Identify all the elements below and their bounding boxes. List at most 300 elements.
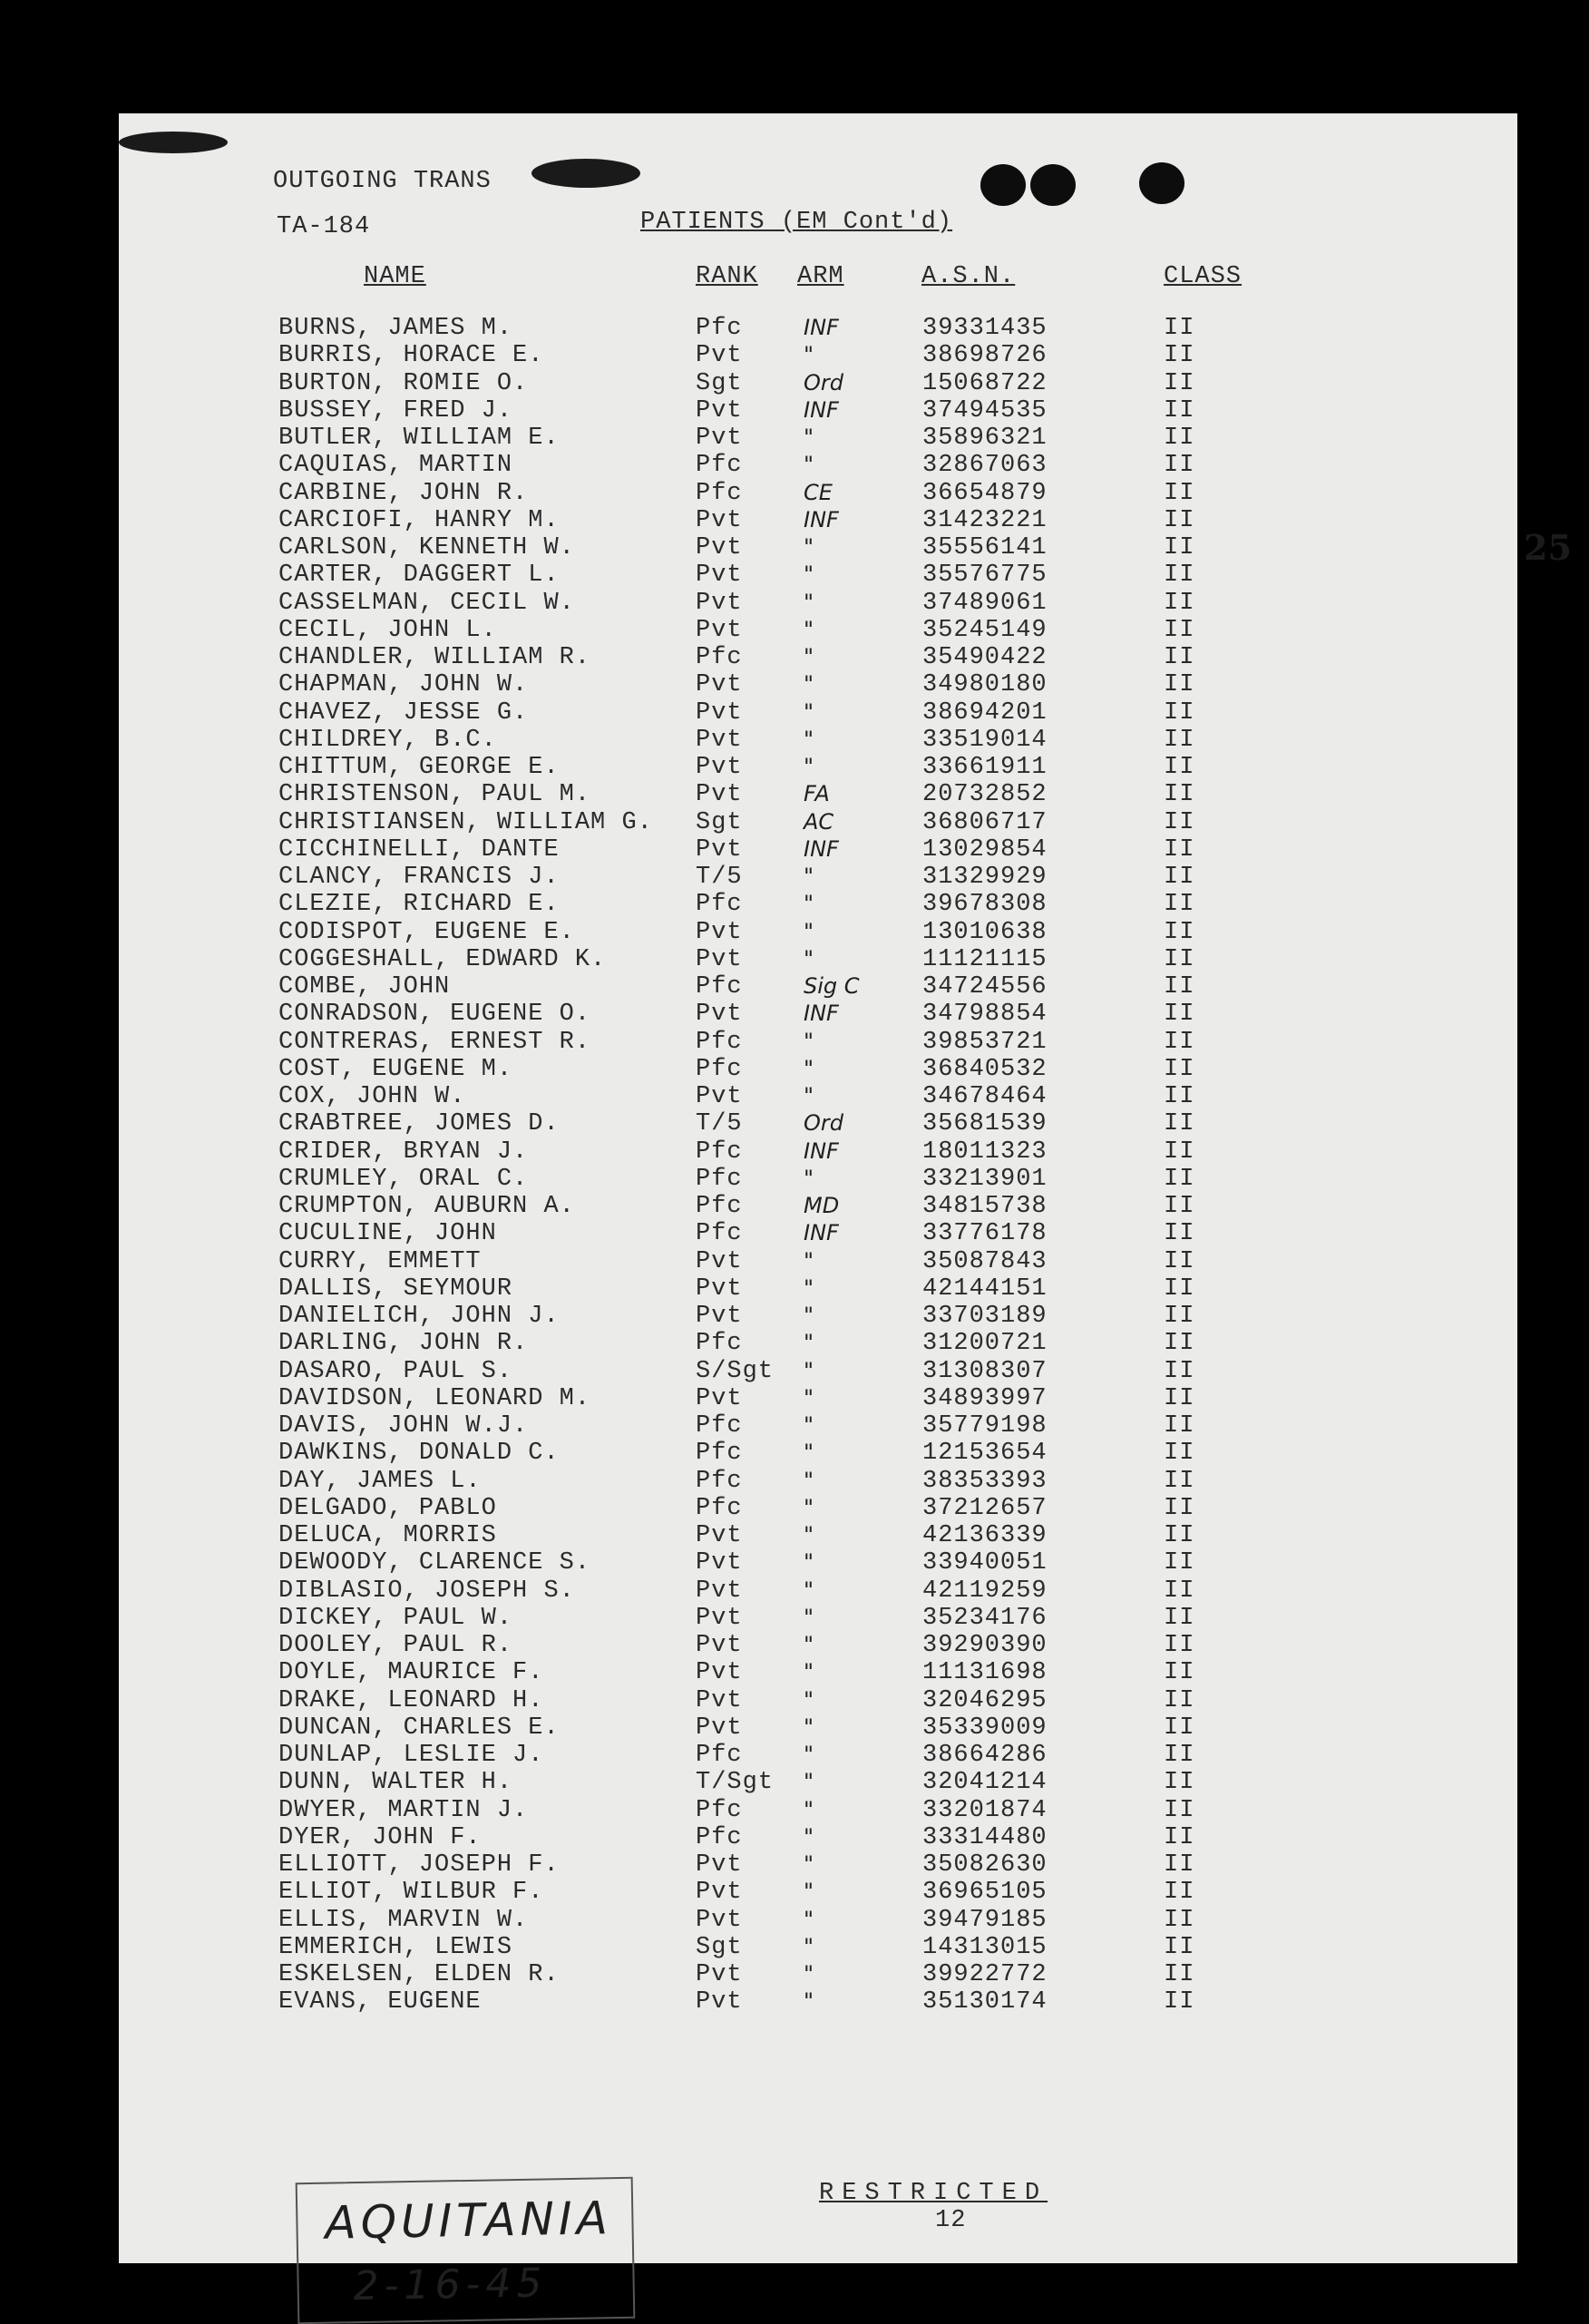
cell-class: II (1164, 1961, 1195, 1988)
cell-arm: " (804, 671, 814, 698)
cell-name: CAQUIAS, MARTIN (278, 452, 513, 480)
cell-arm: " (804, 698, 814, 725)
cell-name: DELGADO, PABLO (278, 1494, 497, 1522)
stamp-ship-name: AQUITANIA (324, 2192, 613, 2250)
cell-asn: 15068722 (922, 369, 1048, 397)
cell-rank: Pfc (696, 1440, 743, 1468)
cell-rank: Pvt (696, 754, 743, 781)
table-row (119, 1961, 1517, 1988)
cell-arm: " (804, 1961, 814, 1987)
cell-name: DRAKE, LEONARD H. (278, 1686, 544, 1714)
cell-arm: " (804, 1796, 814, 1822)
cell-class: II (1164, 616, 1195, 644)
table-row (119, 1851, 1517, 1879)
cell-asn: 37489061 (922, 589, 1048, 617)
cell-rank: Pfc (696, 1412, 743, 1440)
cell-asn: 34815738 (922, 1193, 1048, 1220)
cell-arm: " (804, 616, 814, 642)
document-page (119, 113, 1572, 2310)
cell-asn: 39678308 (922, 891, 1048, 919)
cell-asn: 34980180 (922, 671, 1048, 699)
cell-arm: " (804, 945, 814, 972)
table-row (119, 370, 1517, 397)
sheet-number: 12 (935, 2207, 967, 2234)
table-row (119, 946, 1517, 973)
cell-asn: 38353393 (922, 1467, 1048, 1495)
cell-rank: Pvt (696, 1001, 743, 1029)
cell-arm: " (804, 1659, 814, 1685)
cell-arm: " (804, 1522, 814, 1548)
table-row (119, 1522, 1517, 1549)
cell-name: CRIDER, BRYAN J. (278, 1138, 529, 1166)
cell-asn: 39922772 (922, 1961, 1048, 1988)
table-row (119, 1769, 1517, 1796)
page-number: 25 (1524, 527, 1572, 568)
cell-class: II (1164, 396, 1195, 425)
cell-name: CASSELMAN, CECIL W. (278, 589, 575, 617)
cell-rank: Pvt (696, 1686, 743, 1714)
cell-asn: 38694201 (922, 698, 1048, 727)
cell-class: II (1164, 315, 1195, 342)
table-row (119, 1248, 1517, 1275)
cell-arm: " (804, 1083, 814, 1108)
table-row (119, 891, 1517, 918)
cell-name: DAWKINS, DONALD C. (278, 1440, 560, 1468)
cell-arm: " (804, 918, 814, 944)
cell-name: CHAPMAN, JOHN W. (278, 671, 529, 699)
cell-asn: 39290390 (922, 1632, 1048, 1659)
table-row (119, 1605, 1517, 1632)
table-row (119, 590, 1517, 617)
cell-rank: Pfc (696, 1028, 743, 1056)
cell-asn: 31423221 (922, 506, 1048, 534)
cell-name: BUTLER, WILLIAM E. (278, 425, 560, 452)
cell-asn: 32867063 (922, 452, 1048, 480)
cell-arm: " (804, 561, 814, 588)
cell-class: II (1164, 534, 1195, 561)
cell-asn: 34724556 (922, 973, 1048, 1001)
table-row (119, 1934, 1517, 1961)
cell-asn: 33519014 (922, 726, 1048, 754)
cell-class: II (1164, 1274, 1195, 1303)
cell-class: II (1164, 945, 1195, 973)
cell-class: II (1164, 1823, 1195, 1851)
cell-rank: Pvt (696, 918, 743, 946)
cell-name: DUNN, WALTER H. (278, 1769, 513, 1797)
cell-asn: 13029854 (922, 835, 1048, 864)
cell-rank: Pvt (696, 1879, 743, 1907)
cell-name: CICCHINELLI, DANTE (278, 835, 560, 864)
cell-rank: Sgt (696, 808, 743, 836)
cell-name: DWYER, MARTIN J. (278, 1796, 529, 1824)
cell-arm: " (804, 1165, 814, 1191)
cell-name: CHRISTENSON, PAUL M. (278, 781, 591, 809)
cell-asn: 36840532 (922, 1055, 1048, 1083)
cell-class: II (1164, 644, 1195, 671)
cell-asn: 36654879 (922, 479, 1048, 507)
patient-list (119, 315, 1517, 2020)
cell-name: CARTER, DAGGERT L. (278, 561, 560, 590)
cell-rank: Pfc (696, 1823, 743, 1851)
cell-asn: 33940051 (922, 1549, 1048, 1577)
cell-asn: 32046295 (922, 1686, 1048, 1714)
cell-class: II (1164, 1384, 1195, 1412)
table-row (119, 561, 1517, 589)
table-row (119, 1687, 1517, 1714)
column-header-rank: RANK (696, 263, 758, 290)
cell-rank: Pfc (696, 973, 743, 1001)
cell-arm: " (804, 1577, 814, 1603)
table-row (119, 1440, 1517, 1467)
cell-name: CRUMLEY, ORAL C. (278, 1165, 529, 1193)
cell-rank: Pvt (696, 945, 743, 973)
ship-date-stamp (296, 2177, 636, 2324)
table-row (119, 1193, 1517, 1220)
column-header-name: NAME (364, 263, 426, 290)
table-row (119, 1303, 1517, 1330)
cell-arm: " (804, 1412, 814, 1438)
cell-asn: 11121115 (922, 945, 1048, 973)
cell-arm: " (804, 1440, 814, 1466)
cell-arm: INF (804, 1138, 839, 1164)
cell-class: II (1164, 1193, 1195, 1220)
cell-rank: Pfc (696, 315, 743, 342)
cell-name: CARBINE, JOHN R. (278, 479, 529, 507)
cell-class: II (1164, 1247, 1195, 1275)
cell-asn: 35576775 (922, 561, 1048, 590)
cell-arm: " (804, 342, 814, 368)
cell-rank: Pfc (696, 1467, 743, 1495)
table-row (119, 754, 1517, 781)
table-row (119, 342, 1517, 369)
cell-name: DANIELICH, JOHN J. (278, 1303, 560, 1330)
cell-class: II (1164, 864, 1195, 891)
cell-arm: INF (804, 396, 839, 423)
cell-rank: Pvt (696, 1083, 743, 1110)
cell-rank: Pvt (696, 396, 743, 425)
cell-arm: " (804, 754, 814, 779)
table-row (119, 864, 1517, 891)
cell-class: II (1164, 506, 1195, 534)
cell-class: II (1164, 1440, 1195, 1468)
cell-rank: Pfc (696, 1165, 743, 1193)
cell-name: BUSSEY, FRED J. (278, 396, 513, 425)
table-row (119, 1385, 1517, 1412)
cell-asn: 35490422 (922, 644, 1048, 671)
cell-asn: 33776178 (922, 1220, 1048, 1248)
punch-hole (1139, 162, 1184, 204)
cell-rank: Pfc (696, 479, 743, 507)
cell-asn: 42136339 (922, 1522, 1048, 1549)
cell-rank: Pvt (696, 698, 743, 727)
cell-rank: Pvt (696, 1714, 743, 1742)
cell-asn: 39479185 (922, 1906, 1048, 1934)
cell-class: II (1164, 452, 1195, 480)
stamp-date: 2-16-45 (353, 2260, 548, 2310)
cell-rank: Pfc (696, 1742, 743, 1769)
cell-name: DYER, JOHN F. (278, 1823, 482, 1851)
cell-arm: " (804, 1632, 814, 1657)
cell-rank: Pfc (696, 1220, 743, 1248)
cell-asn: 33213901 (922, 1165, 1048, 1193)
cell-rank: Pvt (696, 1659, 743, 1687)
cell-class: II (1164, 781, 1195, 809)
cell-arm: " (804, 864, 814, 889)
cell-asn: 35556141 (922, 534, 1048, 561)
column-header-asn: A.S.N. (921, 263, 1016, 290)
table-row (119, 1632, 1517, 1659)
cell-name: EMMERICH, LEWIS (278, 1933, 513, 1961)
cell-name: DUNCAN, CHARLES E. (278, 1714, 560, 1742)
cell-arm: INF (804, 835, 839, 862)
cell-class: II (1164, 671, 1195, 699)
cell-arm: " (804, 452, 814, 478)
cell-asn: 32041214 (922, 1769, 1048, 1797)
table-row (119, 1220, 1517, 1247)
cell-name: DASARO, PAUL S. (278, 1357, 513, 1385)
cell-asn: 35082630 (922, 1851, 1048, 1879)
cell-arm: MD (804, 1193, 840, 1218)
cell-name: DEWOODY, CLARENCE S. (278, 1549, 591, 1577)
cell-asn: 35779198 (922, 1412, 1048, 1440)
cell-arm: " (804, 1851, 814, 1877)
cell-arm: " (804, 644, 814, 669)
table-row (119, 1275, 1517, 1303)
table-row (119, 1907, 1517, 1934)
cell-rank: Sgt (696, 369, 743, 397)
cell-asn: 39331435 (922, 315, 1048, 342)
cell-arm: " (804, 1467, 814, 1493)
table-row (119, 781, 1517, 808)
cell-rank: Pvt (696, 425, 743, 452)
cell-arm: CE (804, 479, 833, 505)
cell-name: CHAVEZ, JESSE G. (278, 698, 529, 727)
cell-arm: AC (804, 808, 834, 835)
table-row (119, 1330, 1517, 1357)
table-row (119, 534, 1517, 561)
cell-name: CHRISTIANSEN, WILLIAM G. (278, 808, 653, 836)
cell-rank: Sgt (696, 1933, 743, 1961)
section-title: PATIENTS (EM Cont'd) (640, 209, 953, 236)
cell-arm: " (804, 1274, 814, 1301)
cell-name: ELLIS, MARVIN W. (278, 1906, 529, 1934)
cell-rank: Pvt (696, 835, 743, 864)
cell-class: II (1164, 918, 1195, 946)
table-row (119, 1879, 1517, 1906)
cell-name: CONRADSON, EUGENE O. (278, 1001, 591, 1029)
cell-name: ELLIOT, WILBUR F. (278, 1879, 544, 1907)
cell-arm: " (804, 425, 814, 450)
cell-name: CECIL, JOHN L. (278, 616, 497, 644)
cell-class: II (1164, 369, 1195, 397)
cell-class: II (1164, 1055, 1195, 1083)
cell-name: CONTRERAS, ERNEST R. (278, 1028, 591, 1056)
cell-rank: Pfc (696, 452, 743, 480)
cell-class: II (1164, 1933, 1195, 1961)
cell-name: BURNS, JAMES M. (278, 315, 513, 342)
cell-name: DELUCA, MORRIS (278, 1522, 497, 1549)
cell-arm: " (804, 1604, 814, 1630)
cell-class: II (1164, 726, 1195, 754)
cell-asn: 36806717 (922, 808, 1048, 836)
table-row (119, 1166, 1517, 1193)
table-row (119, 809, 1517, 836)
cell-name: DIBLASIO, JOSEPH S. (278, 1577, 575, 1605)
cell-arm: " (804, 1549, 814, 1576)
cell-class: II (1164, 342, 1195, 370)
table-row (119, 452, 1517, 479)
cell-asn: 35234176 (922, 1604, 1048, 1632)
cell-asn: 20732852 (922, 781, 1048, 809)
cell-rank: T/Sgt (696, 1769, 775, 1797)
cell-rank: Pfc (696, 891, 743, 919)
table-row (119, 644, 1517, 671)
ink-smudge (119, 132, 228, 153)
cell-rank: Pvt (696, 506, 743, 534)
cell-rank: T/5 (696, 1110, 743, 1138)
cell-class: II (1164, 561, 1195, 590)
cell-class: II (1164, 1494, 1195, 1522)
table-row (119, 671, 1517, 698)
cell-arm: " (804, 1028, 814, 1054)
cell-arm: " (804, 1055, 814, 1081)
table-row (119, 973, 1517, 1001)
cell-name: BURRIS, HORACE E. (278, 342, 544, 370)
table-row (119, 315, 1517, 342)
cell-rank: Pvt (696, 1851, 743, 1879)
cell-asn: 34678464 (922, 1083, 1048, 1110)
cell-class: II (1164, 754, 1195, 781)
cell-rank: Pvt (696, 1906, 743, 1934)
cell-name: CRUMPTON, AUBURN A. (278, 1193, 575, 1220)
cell-asn: 35339009 (922, 1714, 1048, 1742)
column-header-arm: ARM (797, 263, 844, 290)
cell-class: II (1164, 425, 1195, 452)
cell-class: II (1164, 1083, 1195, 1110)
cell-class: II (1164, 589, 1195, 617)
cell-arm: " (804, 1714, 814, 1740)
cell-asn: 38664286 (922, 1742, 1048, 1769)
cell-name: DICKEY, PAUL W. (278, 1604, 513, 1632)
cell-rank: Pfc (696, 1138, 743, 1166)
cell-rank: Pvt (696, 616, 743, 644)
cell-name: CARLSON, KENNETH W. (278, 534, 575, 561)
table-row (119, 836, 1517, 864)
table-row (119, 1797, 1517, 1824)
cell-name: DARLING, JOHN R. (278, 1330, 529, 1358)
cell-asn: 34893997 (922, 1384, 1048, 1412)
cell-asn: 31200721 (922, 1330, 1048, 1358)
cell-class: II (1164, 1549, 1195, 1577)
cell-rank: Pfc (696, 1330, 743, 1358)
cell-name: CLANCY, FRANCIS J. (278, 864, 560, 891)
cell-class: II (1164, 1742, 1195, 1769)
cell-rank: S/Sgt (696, 1357, 775, 1385)
cell-asn: 33661911 (922, 754, 1048, 781)
cell-rank: Pvt (696, 342, 743, 370)
cell-name: CHILDREY, B.C. (278, 726, 497, 754)
cell-arm: " (804, 1303, 814, 1328)
cell-asn: 33703189 (922, 1303, 1048, 1330)
cell-rank: Pfc (696, 1193, 743, 1220)
table-row (119, 727, 1517, 754)
cell-asn: 37494535 (922, 396, 1048, 425)
cell-name: CUCULINE, JOHN (278, 1220, 497, 1248)
table-row (119, 507, 1517, 534)
cell-rank: Pvt (696, 1549, 743, 1577)
cell-name: ELLIOTT, JOSEPH F. (278, 1851, 560, 1879)
cell-arm: " (804, 1357, 814, 1383)
table-row (119, 1412, 1517, 1440)
cell-arm: Ord (804, 369, 843, 395)
cell-arm: " (804, 1823, 814, 1850)
cell-class: II (1164, 1714, 1195, 1742)
table-row (119, 425, 1517, 452)
cell-class: II (1164, 1357, 1195, 1385)
cell-arm: " (804, 1769, 814, 1795)
cell-class: II (1164, 891, 1195, 919)
cell-class: II (1164, 1028, 1195, 1056)
cell-class: II (1164, 1303, 1195, 1330)
cell-class: II (1164, 1988, 1195, 2016)
column-header-class: CLASS (1164, 263, 1243, 290)
cell-arm: " (804, 1330, 814, 1356)
cell-rank: Pvt (696, 589, 743, 617)
cell-arm: INF (804, 1001, 839, 1027)
cell-arm: " (804, 1384, 814, 1411)
cell-class: II (1164, 1879, 1195, 1907)
cell-rank: Pvt (696, 1988, 743, 2016)
table-row (119, 617, 1517, 644)
table-row (119, 699, 1517, 727)
table-row (119, 1083, 1517, 1110)
cell-arm: " (804, 534, 814, 560)
table-row (119, 1358, 1517, 1385)
cell-rank: T/5 (696, 864, 743, 891)
cell-asn: 33314480 (922, 1823, 1048, 1851)
cell-arm: " (804, 726, 814, 752)
cell-name: COST, EUGENE M. (278, 1055, 513, 1083)
cell-name: CURRY, EMMETT (278, 1247, 482, 1275)
cell-class: II (1164, 698, 1195, 727)
cell-name: CODISPOT, EUGENE E. (278, 918, 575, 946)
table-row (119, 1824, 1517, 1851)
cell-rank: Pvt (696, 781, 743, 809)
cell-class: II (1164, 1138, 1195, 1166)
table-row (119, 1549, 1517, 1577)
cell-name: CLEZIE, RICHARD E. (278, 891, 560, 919)
cell-class: II (1164, 1001, 1195, 1029)
table-row (119, 1742, 1517, 1769)
cell-name: DAVIDSON, LEONARD M. (278, 1384, 591, 1412)
cell-rank: Pvt (696, 1247, 743, 1275)
cell-class: II (1164, 1220, 1195, 1248)
cell-rank: Pvt (696, 1604, 743, 1632)
table-row (119, 1029, 1517, 1056)
cell-name: CRABTREE, JOMES D. (278, 1110, 560, 1138)
cell-class: II (1164, 1769, 1195, 1797)
cell-rank: Pvt (696, 671, 743, 699)
cell-arm: INF (804, 315, 839, 340)
cell-class: II (1164, 808, 1195, 836)
cell-asn: 35087843 (922, 1247, 1048, 1275)
cell-asn: 42144151 (922, 1274, 1048, 1303)
cell-arm: " (804, 1742, 814, 1767)
cell-asn: 37212657 (922, 1494, 1048, 1522)
table-row (119, 1056, 1517, 1083)
cell-class: II (1164, 1686, 1195, 1714)
cell-class: II (1164, 1165, 1195, 1193)
